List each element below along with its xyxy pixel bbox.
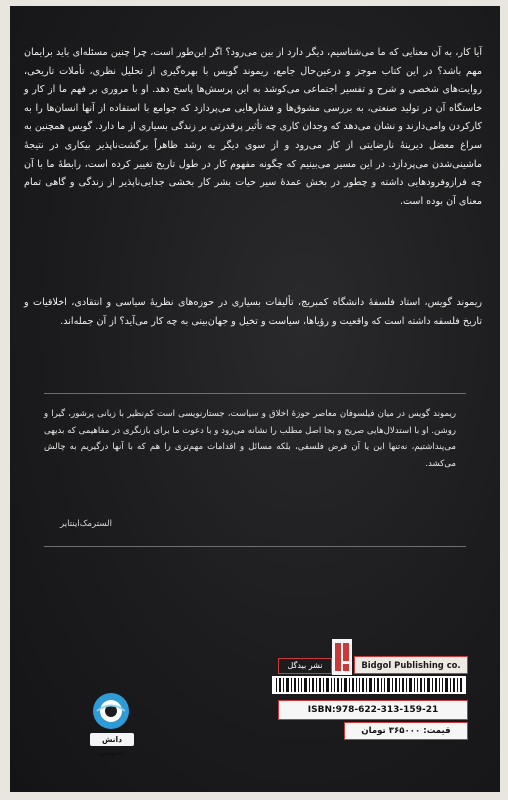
- barcode: [272, 676, 466, 694]
- bottom-divider: [44, 546, 466, 547]
- isbn-label: ISBN:978-622-313-159-21: [278, 700, 468, 720]
- publisher-name-fa: نشر بیدگل: [278, 658, 332, 674]
- author-bio-paragraph: ریموند گویس، استاد فلسفهٔ دانشگاه کمبریج، تألیفات بسیاری در حوزه‌های نظریهٔ سیاسی و انتقادی، اخلاقیات و تاریخ فلسفه داشته است که واقعیت و رؤیاها، سیاست و تخیل و جهان‌بینی به چه کار می‌آید؟ از آن جمله‌اند.: [24, 297, 482, 327]
- endorsement-author: السترمک‌اینتایر: [60, 519, 113, 529]
- top-divider: [44, 393, 466, 394]
- series-eye-logo-icon: [92, 692, 130, 730]
- publisher-name-en: Bidgol Publishing co.: [354, 656, 468, 674]
- price-label: قیمت: ۳۶۵۰۰۰ تومان: [344, 722, 468, 740]
- series-label: دانش عمومی: [90, 733, 134, 746]
- description-paragraph: آیا کار، به آن معنایی که ما می‌شناسیم، دیگر دارد از بین می‌رود؟ اگر این‌طور است، چرا چنین مسئله‌ای باید برایمان مهم باشد؟ در این کتاب موجز و درعین‌حال جامع، ریموند گویس با بهره‌گیری از تحلیل نظری، تأملات تاریخی، روایت‌های شخصی و شرح و تفسیر اجتماعی می‌کوشد به این پرسش‌ها پاسخ دهد. او با مروری بر فهم ما از کار و خاستگاه آن در تولید صنعتی، به بررسی مشوق‌ها و فشارهایی می‌پردازد که جوامع با استفاده از آنها انسان‌ها را به کارکردن وامی‌دارند و نشان می‌دهد که وجدان کاری چه تأثیر پرقدرتی بر زندگی بسیاری از ما دارد. گویس همچنین به سراغ معضل دیرینهٔ نارضایتی از کار می‌رود و از سوی دیگر به رشد ظاهراً برگشت‌ناپذیر بیکاری در نتیجهٔ ماشینی‌شدن می‌پردازد. در این مسیر می‌بینیم که چگونه مفهوم کار در طول تاریخ تغییر کرده است، رابطهٔ ما با آن چه فرازوفرودهایی داشته و چطور در بخش عمدهٔ سیر حیات بشر کار بخشی جدایی‌ناپذیر از زندگی و گاهی تمام معنای آن بوده است.: [24, 47, 482, 207]
- publisher-logo-icon: [332, 639, 352, 675]
- endorsement-quote: ریموند گویس در میان فیلسوفان معاصر حوزهٔ اخلاق و سیاست، جستارنویسی است کم‌نظیر با زبانی پرشور، گیرا و روشن. او با استدلال‌هایی صریح و بجا اصل مطلب را نشانه می‌رود و با دعوت ما برای بازنگری در مفاهیمی که بدیهی می‌پنداشتیم، نه‌تنها این یا آن فرض فلسفی، بلکه مسائل و اقدامات مهم‌تری را هم که با آنها درگیریم به چالش می‌کشد.: [44, 409, 456, 470]
- back-cover: [10, 6, 500, 792]
